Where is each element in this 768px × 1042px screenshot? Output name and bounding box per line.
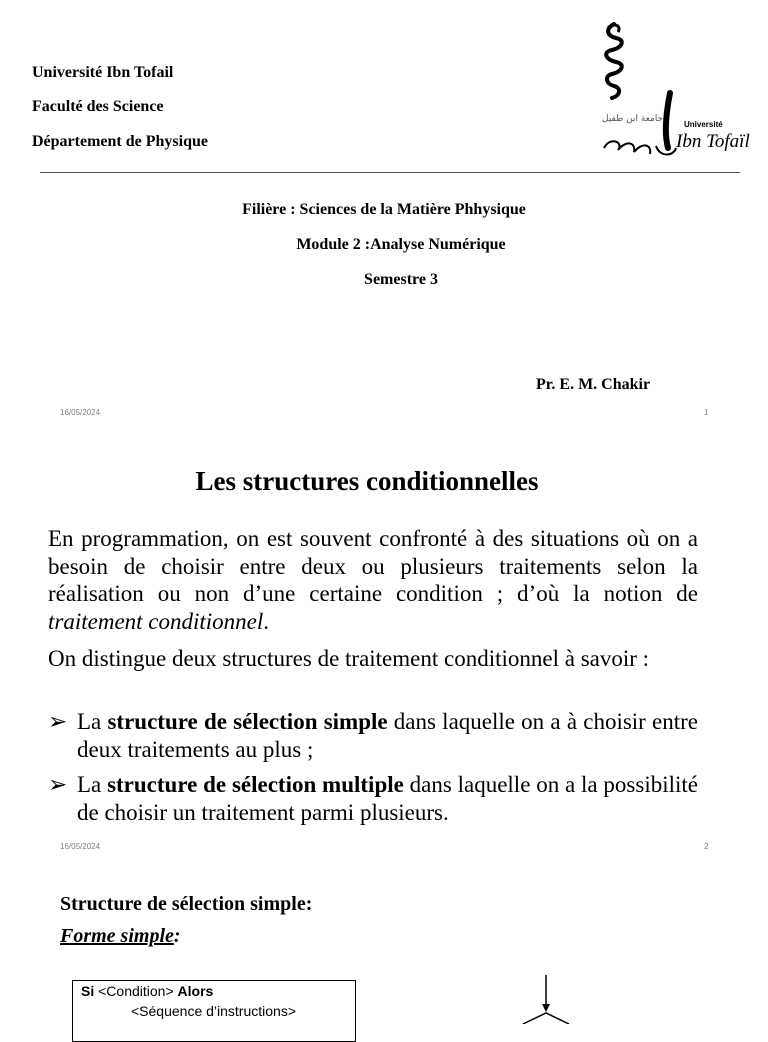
logo-arabic-text: جامعة ابن طفيل <box>602 114 664 124</box>
bullet-bold-term: structure de sélection multiple <box>107 772 404 797</box>
kw-alors: Alors <box>177 983 214 999</box>
bullet-bold-term: structure de sélection simple <box>107 709 388 734</box>
bullet-post: dans laquelle on a la possibilité de choisir un traitement parmi plusieurs. <box>77 772 698 825</box>
logo-script-text: Ibn Tofaïl <box>676 131 750 152</box>
filiere-line: Filière : Sciences de la Matière Phhysique <box>242 201 526 218</box>
slide3-subheading <box>60 925 181 948</box>
slide1-page-number: 1 <box>704 408 709 417</box>
bullet-pre: La <box>77 709 108 734</box>
semester-line: Semestre 3 <box>364 271 438 288</box>
university-name: Université Ibn Tofail <box>32 64 174 81</box>
subheading-colon: : <box>173 925 181 947</box>
slide3-heading: Structure de sélection simple: <box>60 893 313 915</box>
intro-end: . <box>263 608 270 634</box>
pseudocode-box <box>72 980 356 1042</box>
subheading-text: Forme simple <box>60 925 174 947</box>
intro-italic-term: traitement conditionnel <box>48 608 264 634</box>
module-line: Module 2 :Analyse Numérique <box>296 236 506 253</box>
header-divider <box>40 172 740 173</box>
flowchart-decision-icon <box>515 970 575 1024</box>
intro-text: En programmation, on est souvent confronté à des situations où on a besoin de choisir entre deux ou plusieurs traitements selon la réalisation ou non d’une certaine condition ; d’où la notion de <box>48 526 698 606</box>
intro-paragraph <box>48 525 698 635</box>
university-logo <box>596 18 750 163</box>
kw-si: Si <box>81 983 95 999</box>
bullet-simple <box>48 708 698 763</box>
bullet-multiple <box>48 771 698 826</box>
code-condition: <Condition> <box>94 983 178 999</box>
distinction-paragraph: On distingue deux structures de traitement conditionnel à savoir : <box>48 646 650 671</box>
slide1-date: 16/05/2024 <box>60 408 101 417</box>
slide2-page-number: 2 <box>704 842 709 851</box>
code-line-1 <box>81 983 213 999</box>
bullet-arrow-icon: ➢ <box>48 772 68 797</box>
bullet-post: dans laquelle on a à choisir entre deux traitements au plus ; <box>77 709 699 762</box>
faculty-name: Faculté des Science <box>32 98 164 115</box>
bullet-arrow-icon: ➢ <box>48 709 68 734</box>
code-line-2: <Séquence d’instructions> <box>131 1003 296 1019</box>
slide2-title: Les structures conditionnelles <box>195 466 539 496</box>
logo-label-small: Université <box>684 120 723 129</box>
professor-name: Pr. E. M. Chakir <box>536 376 651 393</box>
department-name: Département de Physique <box>32 133 208 150</box>
slide2-date: 16/05/2024 <box>60 842 101 851</box>
bullet-pre: La <box>77 772 108 797</box>
